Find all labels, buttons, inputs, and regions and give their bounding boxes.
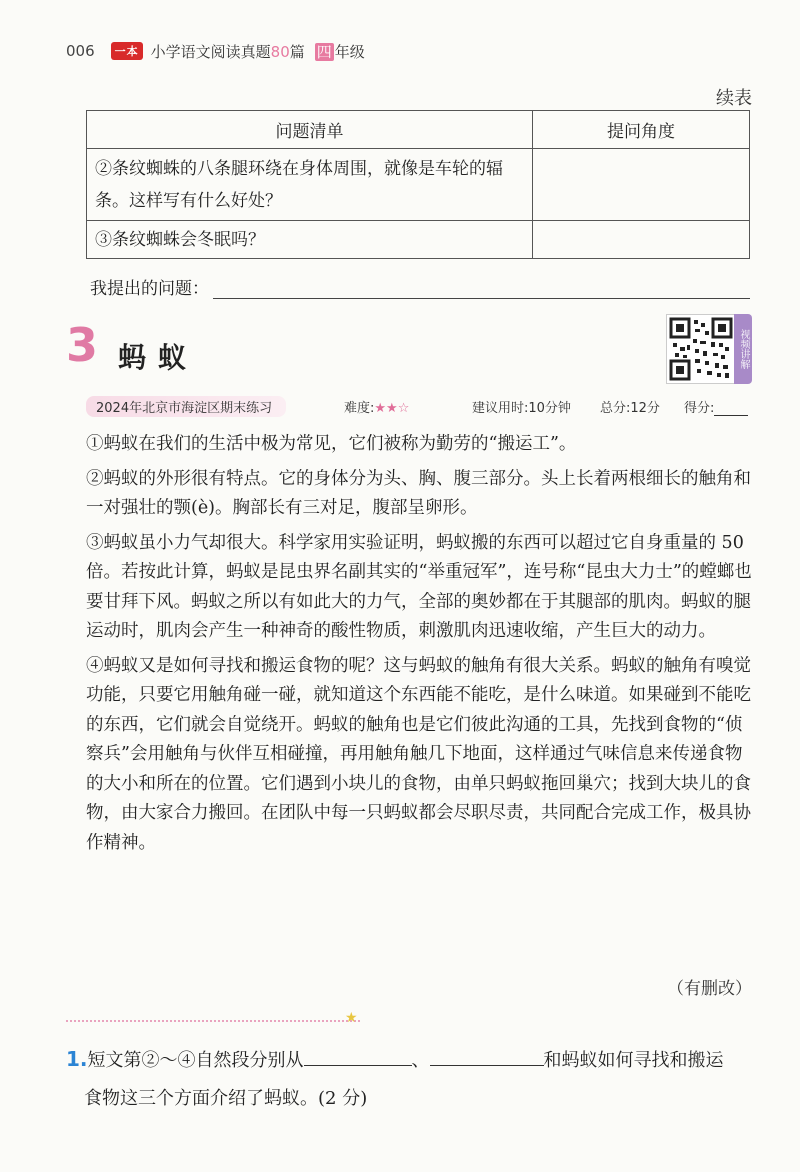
difficulty-label: 难度:	[344, 401, 375, 416]
book-title-prefix: 小学语文阅读真题	[150, 42, 271, 61]
answer-blank-1[interactable]	[304, 1046, 412, 1066]
question-line-1	[66, 1040, 754, 1080]
page-number: 006	[66, 42, 95, 60]
score-blank[interactable]	[714, 404, 748, 416]
article-paragraph-3: ③蚂蚁虽小力气却很大。科学家用实验证明，蚂蚁搬的东西可以超过它自身重量的 50 倍。若按此计算，蚂蚁是昆虫界名副其实的“举重冠军”，连号称“昆虫大力士”的螳螂也要甘拜下风。蚂蚁之所以有如此大的力气，全部的奥妙都在于其腿部的肌肉。蚂蚁的腿运动时，肌肉会产生一种神奇的酸性物质，刺激肌肉迅速收缩，产生巨大的动力。	[86, 532, 752, 641]
book-title-suffix: 篇	[289, 42, 305, 61]
my-question-answer-line[interactable]	[213, 279, 750, 299]
my-question-row	[90, 274, 750, 299]
table-row	[87, 149, 750, 221]
suggested-time: 建议用时:10分钟	[472, 401, 571, 416]
info-bar	[86, 396, 750, 416]
grade-rest: 年级	[334, 42, 365, 61]
grade-label	[315, 41, 365, 62]
article-paragraph-4: ④蚂蚁又是如何寻找和搬运食物的呢？这与蚂蚁的触角有很大关系。蚂蚁的触角有嗅觉功能，只要它用触角碰一碰，就知道这个东西能不能吃，是什么味道。如果碰到不能吃的东西，它们就会自觉绕开。蚂蚁的触角也是它们彼此沟通的工具，先找到食物的“侦察兵”会用触角与伙伴互相碰撞，再用触角触几下地面，这样通过气味信息来传递食物的大小和所在的位置。它们遇到小块儿的食物，由单只蚂蚁拖回巢穴；找到大块儿的食物，由大家合力搬回。在团队中每一只蚂蚁都会尽职尽责，共同配合完成工作，极具协作精神。	[86, 655, 751, 853]
table-cell-question: ②条纹蜘蛛的八条腿环绕在身体周围，就像是车轮的辐条。这样写有什么好处？	[87, 149, 533, 221]
section-title: 蚂蚁	[118, 341, 199, 374]
total-score: 总分:12分	[600, 401, 660, 416]
section-number: 3	[66, 318, 99, 372]
answer-blank-2[interactable]	[430, 1046, 544, 1066]
qr-code-icon[interactable]	[666, 314, 736, 384]
score-label: 得分:	[684, 401, 715, 416]
article-body	[86, 430, 752, 863]
question-number: 1.	[66, 1047, 88, 1071]
section-divider	[66, 1020, 360, 1024]
question-line-2: 食物这三个方面介绍了蚂蚁。(2 分)	[84, 1088, 368, 1109]
page-header	[66, 40, 365, 62]
question-table	[86, 110, 750, 259]
grade-first: 四	[316, 42, 332, 61]
book-title-number: 80	[270, 42, 290, 61]
continued-label: 续表	[716, 88, 752, 109]
source-note: （有删改）	[667, 979, 752, 999]
table-cell-angle-input[interactable]	[533, 221, 750, 259]
question-text-part2: 、	[411, 1050, 430, 1071]
article-paragraph-2: ②蚂蚁的外形很有特点。它的身体分为头、胸、腹三部分。头上长着两根细长的触角和一对强壮的颚(è)。胸部长有三对足，腹部呈卵形。	[86, 468, 751, 518]
table-cell-angle-input[interactable]	[533, 149, 750, 221]
question-1	[66, 1040, 754, 1118]
table-row	[87, 221, 750, 259]
video-explanation-tab[interactable]: 视频讲解	[734, 314, 752, 384]
question-text-part3: 和蚂蚁如何寻找和搬运	[543, 1050, 724, 1071]
table-cell-question: ③条纹蜘蛛会冬眠吗？	[87, 221, 533, 259]
exam-source: 2024年北京市海淀区期末练习	[86, 396, 286, 417]
question-text-part1: 短文第②～④自然段分别从	[87, 1050, 304, 1071]
table-header-question-list: 问题清单	[87, 111, 533, 149]
book-title	[151, 41, 305, 62]
table-header-angle: 提问角度	[533, 111, 750, 149]
brand-badge: 一本	[111, 42, 143, 60]
star-icon: ★	[345, 1010, 358, 1026]
my-question-label: 我提出的问题：	[90, 279, 209, 299]
difficulty-stars-icon: ★★☆	[374, 401, 410, 416]
article-paragraph-1: ①蚂蚁在我们的生活中极为常见，它们被称为勤劳的“搬运工”。	[86, 434, 577, 454]
difficulty	[344, 397, 409, 416]
score	[684, 397, 748, 416]
